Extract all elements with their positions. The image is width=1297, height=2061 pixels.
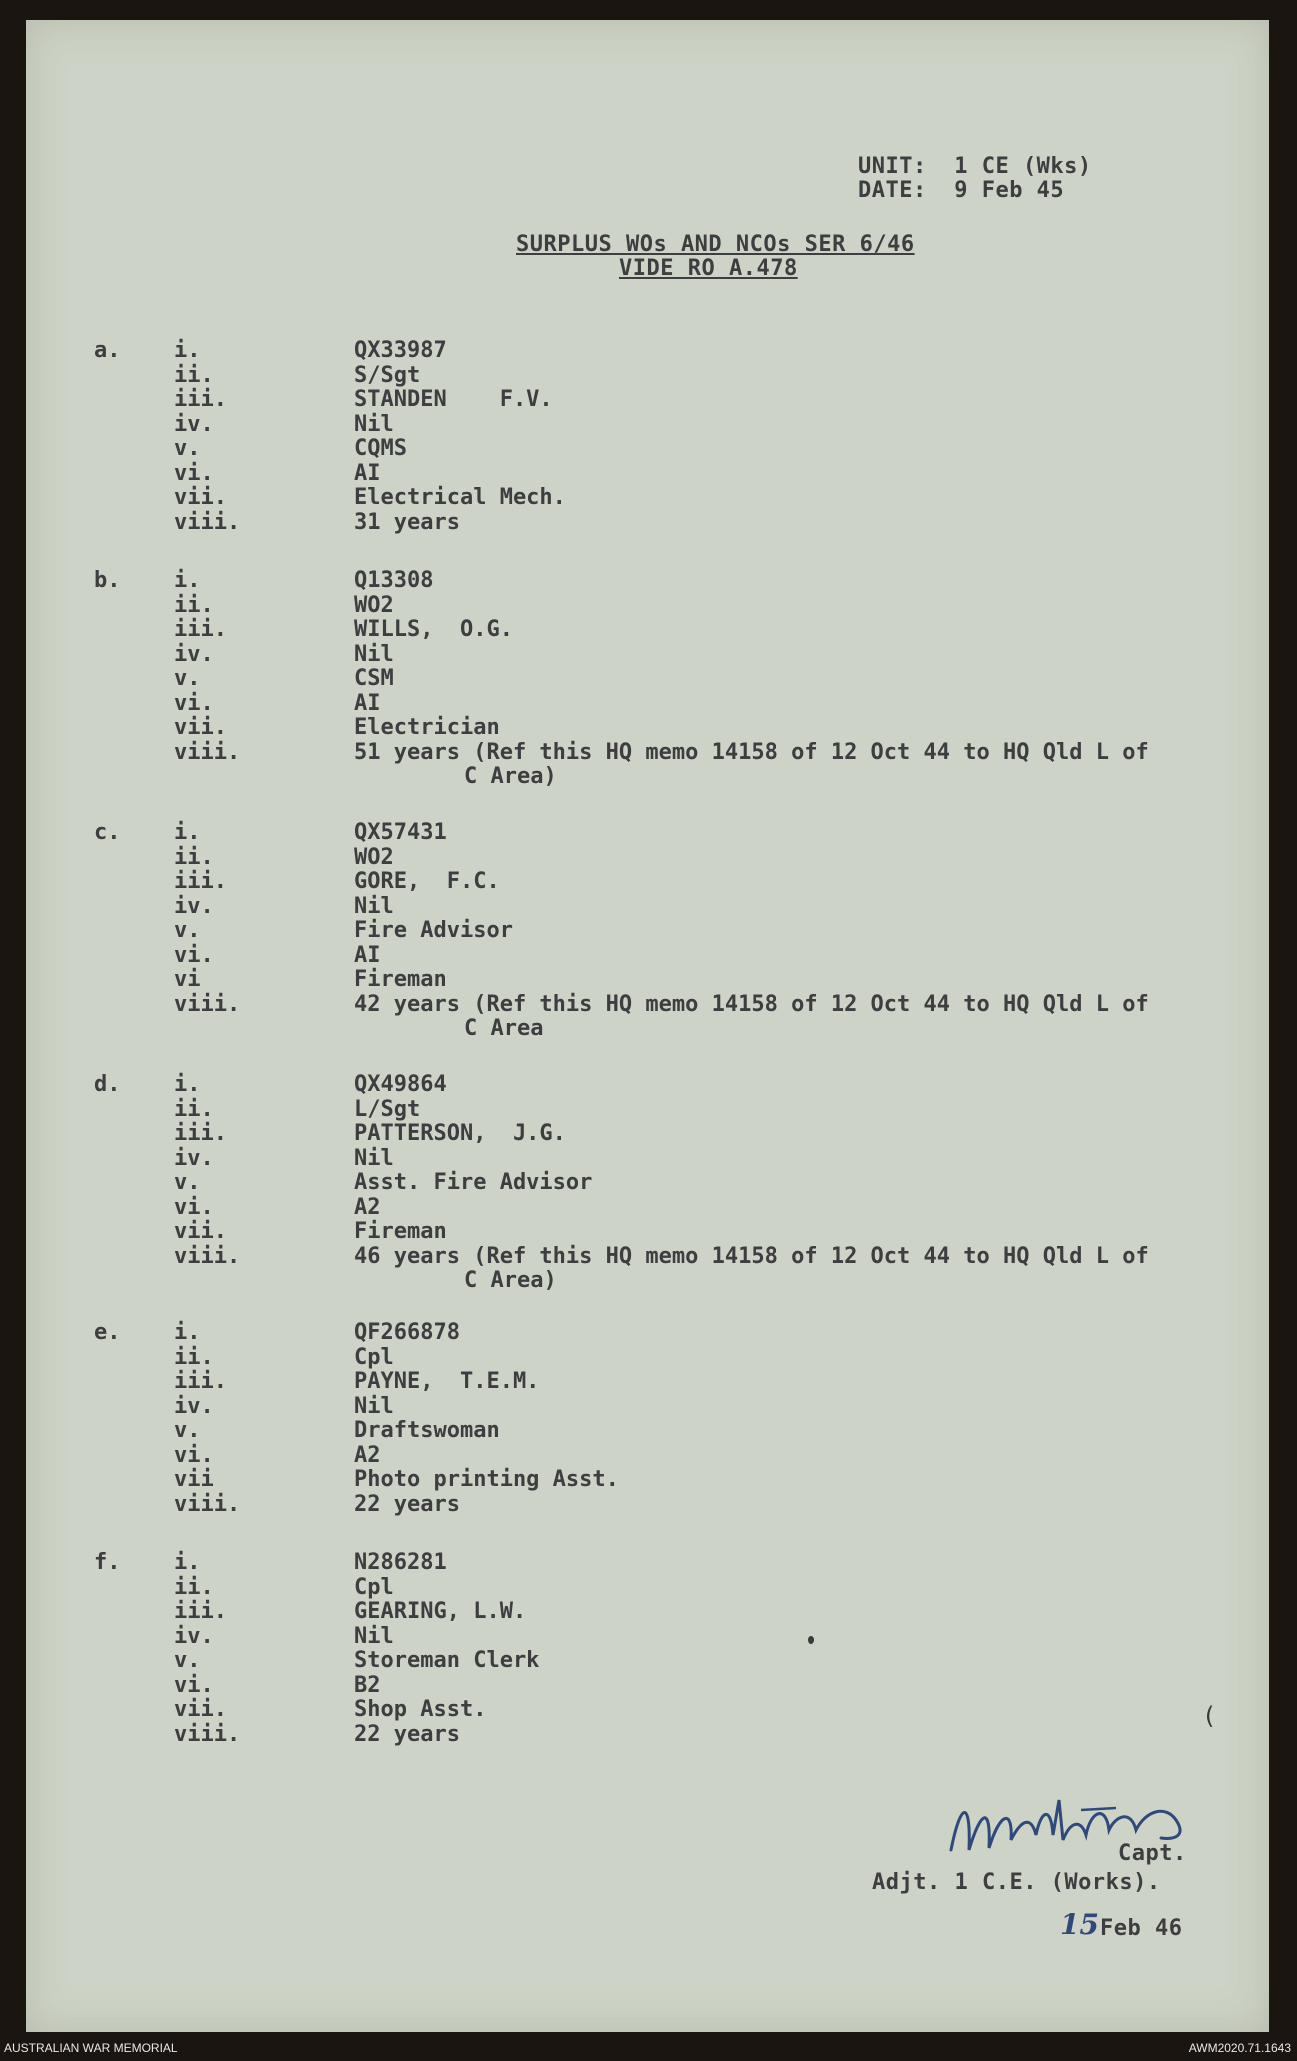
item-value: A2 [354, 1194, 381, 1220]
item-number: ii. [174, 1574, 214, 1600]
item-number: vii. [174, 1697, 227, 1722]
ink-speck [808, 1636, 814, 1644]
item-number: v. [174, 436, 201, 461]
item-number: vi. [174, 1194, 214, 1220]
item-number: v. [174, 918, 201, 943]
item-number: viii. [174, 509, 241, 535]
item-number: vi. [174, 460, 214, 486]
item-value: Draftswoman [354, 1418, 500, 1443]
item-value: A2 [354, 1442, 381, 1468]
entry-letter: a. [94, 338, 121, 363]
item-number: iv. [174, 893, 214, 919]
handwritten-signature [941, 1780, 1211, 1870]
item-number: viii. [174, 739, 241, 765]
item-number: vi [174, 967, 201, 992]
item-value: Electrician [354, 715, 500, 740]
document-page [26, 20, 1269, 2032]
item-value: S/Sgt [354, 362, 421, 388]
item-number: vi. [174, 690, 214, 716]
item-number: vii. [174, 715, 227, 740]
item-value: Shop Asst. [354, 1697, 487, 1722]
unit-line: UNIT: 1 CE (Wks) [858, 154, 1092, 179]
item-value: Nil [354, 1393, 394, 1419]
item-number: vii. [174, 485, 227, 510]
date-line: DATE: 9 Feb 45 [858, 178, 1065, 203]
item-value: Nil [354, 1145, 394, 1171]
item-number: ii. [174, 1096, 214, 1122]
item-value: QX57431 [354, 820, 447, 845]
item-number: viii. [174, 1243, 241, 1269]
item-number: i. [174, 568, 201, 593]
signature-appointment: Adjt. 1 C.E. (Works). [872, 1870, 1161, 1895]
item-value: CQMS [354, 436, 407, 461]
item-number: vii [174, 1467, 214, 1492]
item-number: iv. [174, 411, 214, 437]
item-value: WO2 [354, 844, 394, 870]
item-number: ii. [174, 844, 214, 870]
item-value: 51 years (Ref this HQ memo 14158 of 12 Oct 44 to HQ Qld L of [354, 739, 1149, 765]
entry-letter: c. [94, 820, 121, 845]
item-number: i. [174, 1550, 201, 1575]
item-value: QX49864 [354, 1072, 447, 1097]
item-value: Storeman Clerk [354, 1648, 540, 1673]
item-number: iii. [174, 1369, 227, 1394]
item-value: Nil [354, 411, 394, 437]
item-number: vi. [174, 1442, 214, 1468]
item-value: 22 years [354, 1721, 460, 1747]
entry-letter: f. [94, 1550, 121, 1575]
item-number: vi. [174, 1672, 214, 1698]
item-value-continuation: C Area) [464, 764, 557, 789]
item-value: GORE, F.C. [354, 869, 500, 894]
footer-institution: AUSTRALIAN WAR MEMORIAL [4, 2041, 178, 2055]
item-number: v. [174, 666, 201, 691]
document-subtitle: VIDE RO A.478 [619, 256, 798, 281]
item-value: N286281 [354, 1550, 447, 1575]
signature-rank: Capt. [1118, 1841, 1187, 1866]
item-value: Cpl [354, 1344, 394, 1370]
signature-date-handwritten: 15 [1060, 1908, 1099, 1941]
item-value: Nil [354, 1623, 394, 1649]
item-value: AI [354, 460, 381, 486]
item-number: iii. [174, 387, 227, 412]
item-value: WO2 [354, 592, 394, 618]
item-value-continuation: C Area) [464, 1268, 557, 1293]
item-number: v. [174, 1418, 201, 1443]
entry-letter: d. [94, 1072, 121, 1097]
item-number: vii. [174, 1219, 227, 1244]
item-value: Electrical Mech. [354, 485, 566, 510]
archive-footer [0, 2033, 1297, 2061]
item-value-continuation: C Area [464, 1016, 544, 1041]
item-number: vi. [174, 942, 214, 968]
item-number: iv. [174, 641, 214, 667]
item-number: viii. [174, 991, 241, 1017]
item-value: 46 years (Ref this HQ memo 14158 of 12 Oct 44 to HQ Qld L of [354, 1243, 1149, 1269]
item-number: iii. [174, 1599, 227, 1624]
item-value: 42 years (Ref this HQ memo 14158 of 12 Oct 44 to HQ Qld L of [354, 991, 1149, 1017]
item-number: v. [174, 1648, 201, 1673]
item-value: Q13308 [354, 568, 434, 593]
item-number: ii. [174, 592, 214, 618]
item-value: Cpl [354, 1574, 394, 1600]
item-number: iv. [174, 1145, 214, 1171]
item-value: AI [354, 690, 381, 716]
item-number: viii. [174, 1721, 241, 1747]
item-number: ii. [174, 1344, 214, 1370]
item-value: 31 years [354, 509, 460, 535]
item-value: Fireman [354, 967, 447, 992]
item-number: iv. [174, 1623, 214, 1649]
item-value: STANDEN F.V. [354, 387, 553, 412]
item-number: i. [174, 1320, 201, 1345]
item-number: iii. [174, 617, 227, 642]
item-number: iii. [174, 1121, 227, 1146]
item-value: 22 years [354, 1491, 460, 1517]
item-value: Fireman [354, 1219, 447, 1244]
item-value: Photo printing Asst. [354, 1467, 619, 1492]
item-value: Fire Advisor [354, 918, 513, 943]
entry-letter: e. [94, 1320, 121, 1345]
item-number: v. [174, 1170, 201, 1195]
item-number: i. [174, 1072, 201, 1097]
footer-accession-number: AWM2020.71.1643 [1188, 2041, 1291, 2055]
item-value: Nil [354, 641, 394, 667]
item-number: i. [174, 820, 201, 845]
item-value: Asst. Fire Advisor [354, 1170, 593, 1195]
document-title: SURPLUS WOs AND NCOs SER 6/46 [516, 232, 915, 257]
item-number: iii. [174, 869, 227, 894]
item-value: L/Sgt [354, 1096, 421, 1122]
item-value: QX33987 [354, 338, 447, 363]
item-value: Nil [354, 893, 394, 919]
item-value: QF266878 [354, 1320, 460, 1345]
item-value: B2 [354, 1672, 381, 1698]
bracket-mark: ( [1202, 1702, 1217, 1730]
item-number: iv. [174, 1393, 214, 1419]
item-number: ii. [174, 362, 214, 388]
item-value: AI [354, 942, 381, 968]
item-number: i. [174, 338, 201, 363]
item-value: CSM [354, 666, 394, 691]
item-value: PATTERSON, J.G. [354, 1121, 566, 1146]
item-value: WILLS, O.G. [354, 617, 513, 642]
signature-date: Feb 46 [1100, 1916, 1183, 1941]
item-number: viii. [174, 1491, 241, 1517]
entry-letter: b. [94, 568, 121, 593]
item-value: GEARING, L.W. [354, 1599, 527, 1624]
item-value: PAYNE, T.E.M. [354, 1369, 540, 1394]
